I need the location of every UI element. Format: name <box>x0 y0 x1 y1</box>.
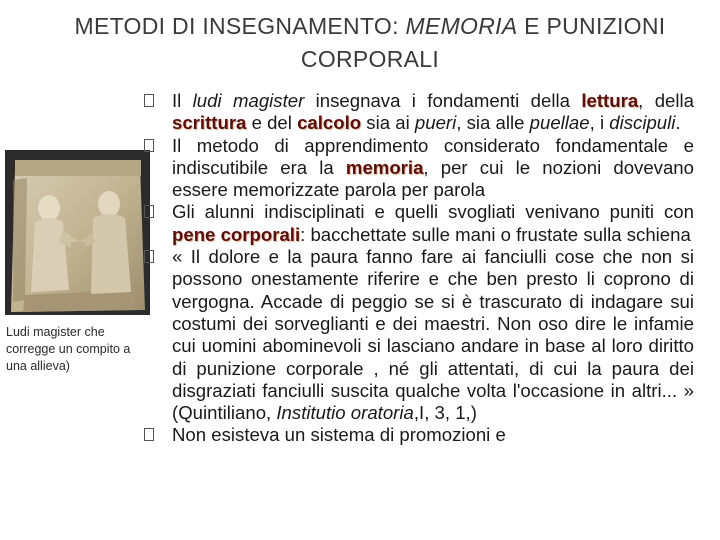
highlight-scrittura: scrittura <box>172 112 247 134</box>
bullet-box-icon <box>144 94 154 107</box>
highlight-lettura: lettura <box>581 90 639 111</box>
title-text: METODI DI INSEGNAMENTO: <box>74 13 406 39</box>
bullet-item-1: Il ludi magister insegnava i fondamenti della lettura, della scrittura e del calcolo sia ai pueri, sia alle puellae, i discipuli. <box>146 90 694 135</box>
bullet-box-icon <box>144 139 154 152</box>
bullet-box-icon <box>144 250 154 263</box>
title-text-end: E PUNIZIONI CORPORALI <box>300 13 666 72</box>
slide-title <box>40 10 700 76</box>
bullet-box-icon <box>144 428 154 441</box>
highlight-memoria: memoria <box>345 156 424 178</box>
title-italic: MEMORIA <box>405 13 518 39</box>
bullet-item-4: « Il dolore e la paura fanno fare ai fanciulli cose che non si possono onestamente riferire e che ben presto li coprono di vergogna. Accade di peggio se si è trascurato di indagare sui costumi dei sorveglianti e dei maestri. Non oso dire le infamie cui uomini abominevoli si lasciano andare in base al loro diritto di punizione corporale , né gli attentati, di cui la paura dei disgraziati fanciulli suscita qualche volta l'occasione in altri... » (Quintiliano, Institutio oratoria,I, 3, 1,) <box>146 246 694 424</box>
image-caption: Ludi magister che corregge un compito a una allieva) <box>6 325 131 373</box>
bullet-item-2: Il metodo di apprendimento considerato fondamentale e indiscutibile era la memoria, per cui le nozioni dovevano essere memorizzate parola per parola <box>146 135 694 202</box>
highlight-pene-corporali: pene corporali <box>172 223 301 245</box>
relief-image <box>5 150 150 315</box>
bullet-item-5: Non esisteva un sistema di promozioni e <box>146 424 694 446</box>
bullet-list <box>146 90 694 447</box>
bullet-item-3: Gli alunni indisciplinati e quelli svogliati venivano puniti con pene corporali: bacchettate sulle mani o frustate sulla schiena <box>146 201 694 246</box>
bullet-box-icon <box>144 205 154 218</box>
highlight-calcolo: calcolo <box>297 112 362 134</box>
